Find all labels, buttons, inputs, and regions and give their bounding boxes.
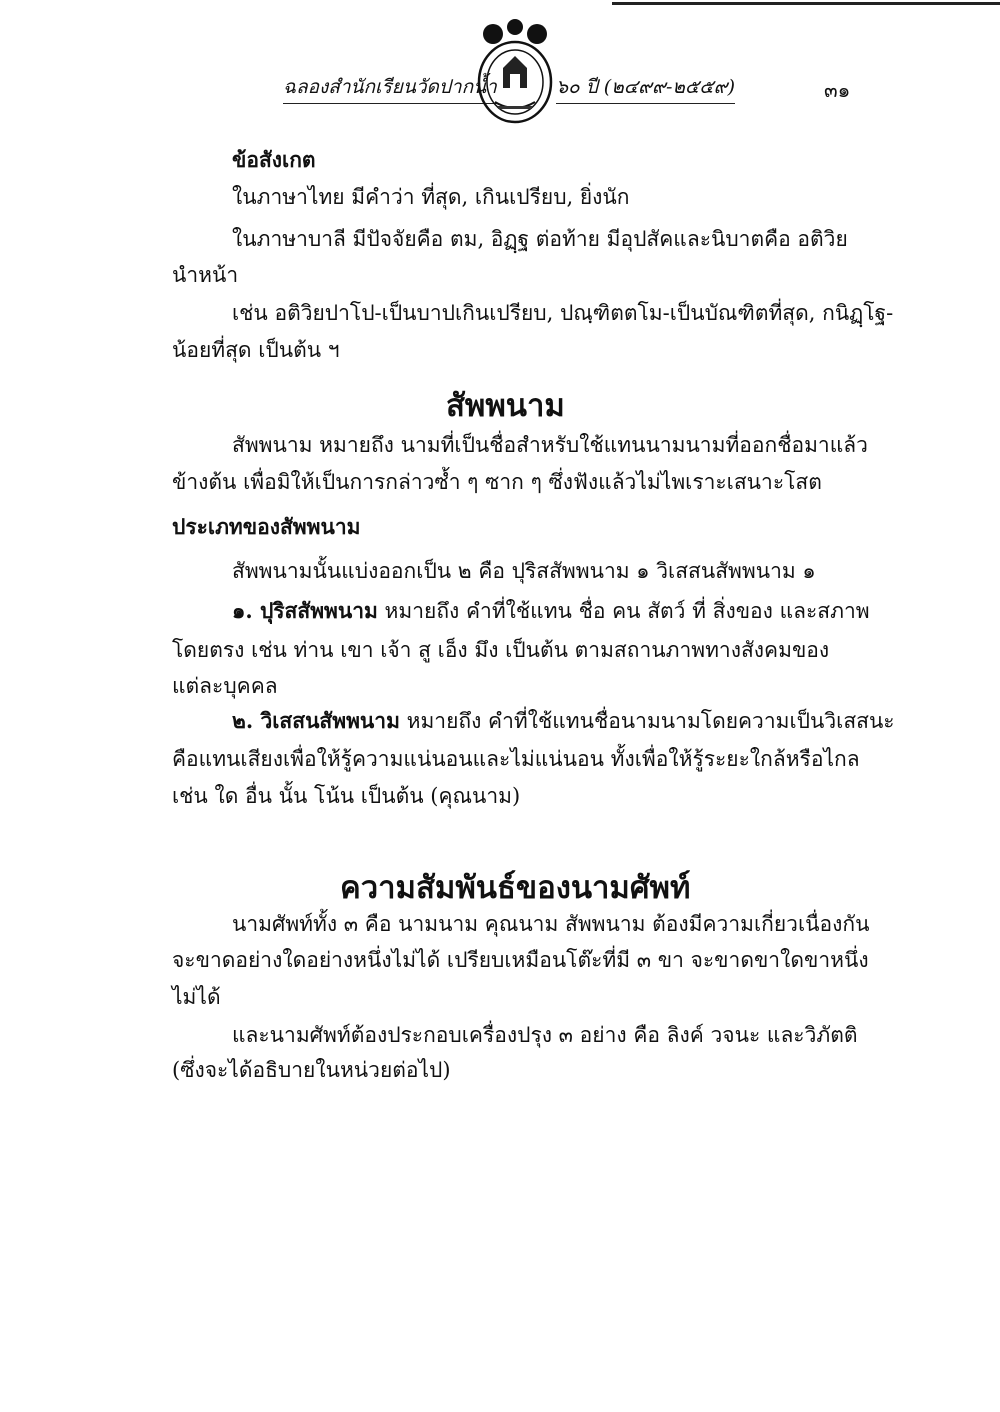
pronoun-definition-b: ข้างต้น เพื่อมิให้เป็นการกล่าวซ้ำ ๆ ซาก ๆ ซึ่งฟังแล้วไม่ไพเราะเสนาะโสต [172, 470, 822, 494]
pronoun-item-1b: โดยตรง เช่น ท่าน เขา เจ้า สู เอ็ง มึง เป็นต้น ตามสถานภาพทางสังคมของ [172, 638, 830, 662]
relation-paragraph-1b: จะขาดอย่างใดอย่างหนึ่งไม่ได้ เปรียบเหมือนโต๊ะที่มี ๓ ขา จะขาดขาใดขาหนึ่ง [172, 948, 869, 972]
pronoun-item-2c: เช่น ใด อื่น นั้น โน้น เป็นต้น (คุณนาม) [172, 784, 521, 808]
pronoun-item-1a [232, 594, 870, 628]
pronoun-item-2b: คือแทนเสียงเพื่อให้รู้ความแน่นอนและไม่แน่นอน ทั้งเพื่อให้รู้ระยะใกล้หรือไกล [172, 747, 860, 771]
relation-paragraph-1c: ไม่ได้ [172, 985, 221, 1009]
seal-emblem-icon [470, 18, 560, 130]
pronoun-types-heading: ประเภทของสัพพนาม [172, 514, 361, 539]
pronoun-item-2-text: หมายถึง คำที่ใช้แทนชื่อนามนามโดยความเป็นวิเสสนะ [399, 709, 895, 733]
observation-line-2b: นำหน้า [172, 263, 239, 287]
page-number: ๓๑ [824, 78, 851, 102]
page-header [0, 0, 1000, 140]
relation-title: ความสัมพันธ์ของนามศัพท์ [340, 870, 691, 906]
pronoun-item-2a [232, 704, 895, 738]
observation-line-1: ในภาษาไทย มีคำว่า ที่สุด, เกินเปรียบ, ยิ่งนัก [232, 185, 630, 209]
header-left-title: ฉลองสำนักเรียนวัดปากน้ำ [283, 72, 497, 104]
observation-line-2a: ในภาษาบาลี มีปัจจัยคือ ตม, อิฏฺฐ ต่อท้าย มีอุปสัคและนิบาตคือ อติวิย [232, 227, 848, 251]
observation-heading: ข้อสังเกต [232, 147, 316, 172]
pronoun-types-line: สัพพนามนั้นแบ่งออกเป็น ๒ คือ ปุริสสัพพนาม ๑ วิเสสนสัพพนาม ๑ [232, 559, 816, 583]
pronoun-item-2-term: ๒. วิเสสนสัพพนาม [232, 708, 400, 733]
relation-paragraph-2a: และนามศัพท์ต้องประกอบเครื่องปรุง ๓ อย่าง คือ ลิงค์ วจนะ และวิภัตติ [232, 1023, 858, 1047]
pronoun-item-1c: แต่ละบุคคล [172, 674, 278, 698]
relation-paragraph-2b: (ซึ่งจะได้อธิบายในหน่วยต่อไป) [172, 1058, 451, 1082]
header-right-title: ๖๐ ปี (๒๔๙๙-๒๕๕๙) [556, 72, 735, 104]
pronoun-item-1-term: ๑. ปุริสสัพพนาม [232, 598, 378, 623]
pronoun-definition-a: สัพพนาม หมายถึง นามที่เป็นชื่อสำหรับใช้แทนนามนามที่ออกชื่อมาแล้ว [232, 433, 868, 457]
relation-paragraph-1a: นามศัพท์ทั้ง ๓ คือ นามนาม คุณนาม สัพพนาม ต้องมีความเกี่ยวเนื่องกัน [232, 912, 870, 936]
pronoun-title: สัพพนาม [446, 388, 565, 424]
observation-line-3a: เช่น อติวิยปาโป-เป็นบาปเกินเปรียบ, ปณฺฑิตตโม-เป็นบัณฑิตที่สุด, กนิฏฺโฐ- [232, 301, 894, 325]
observation-line-3b: น้อยที่สุด เป็นต้น ฯ [172, 338, 340, 362]
pronoun-item-1-text: หมายถึง คำที่ใช้แทน ชื่อ คน สัตว์ ที่ สิ่งของ และสภาพ [377, 599, 870, 623]
